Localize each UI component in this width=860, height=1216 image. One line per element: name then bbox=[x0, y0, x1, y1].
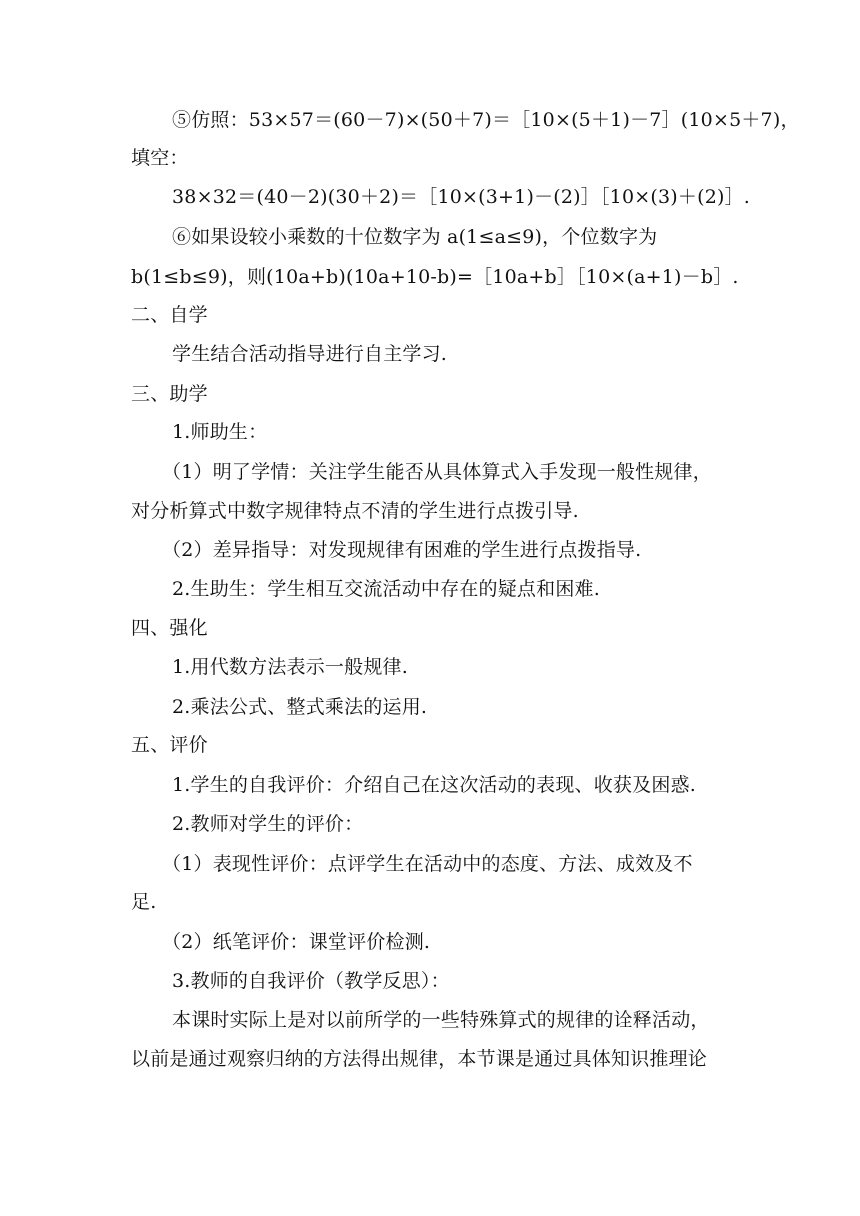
text-line-student-helps: 2.生助生：学生相互交流活动中存在的疑点和困难. bbox=[172, 578, 600, 600]
text-line-performance-eval: （1）表现性评价：点评学生在活动中的态度、方法、成效及不 bbox=[162, 853, 693, 875]
text-line-differentiated-guidance: （2）差异指导：对发现规律有困难的学生进行点拨指导. bbox=[162, 539, 642, 561]
text-line-self-study: 学生结合活动指导进行自主学习. bbox=[172, 343, 448, 365]
section-heading-self-study: 二、自学 bbox=[131, 304, 208, 326]
text-line-teacher-helps: 1.师助生： bbox=[172, 421, 268, 443]
text-line-performance-eval-cont: 足. bbox=[131, 891, 157, 913]
section-heading-assist: 三、助学 bbox=[131, 383, 208, 405]
text-line-reflection-cont: 以前是通过观察归纳的方法得出规律，本节课是通过具体知识推理论 bbox=[131, 1048, 708, 1070]
text-line-fill-blank: 填空： bbox=[131, 147, 189, 169]
text-line-fill-answer: 38×32＝(40－2)(30＋2)＝［10×(3+1)－(2)］［10×(3)＋(2)］. bbox=[172, 186, 751, 208]
text-line-algebra-method: 1.用代数方法表示一般规律. bbox=[172, 656, 408, 678]
section-heading-evaluate: 五、评价 bbox=[131, 734, 208, 756]
text-line-reflection: 本课时实际上是对以前所学的一些特殊算式的规律的诠释活动， bbox=[172, 1009, 710, 1031]
text-line-understand-situation: （1）明了学情：关注学生能否从具体算式入手发现一般性规律， bbox=[162, 461, 712, 483]
text-line-teacher-self-eval: 3.教师的自我评价（教学反思）： bbox=[172, 970, 450, 992]
text-line-paper-eval: （2）纸笔评价：课堂评价检测. bbox=[162, 931, 431, 953]
text-line-student-self-eval: 1.学生的自我评价：介绍自己在这次活动的表现、收获及困惑. bbox=[172, 774, 696, 796]
text-line-fangzhao-example: ⑤仿照：53×57＝(60－7)×(50＋7)＝［10×(5＋1)－7］(10×5＋7)， bbox=[172, 109, 800, 131]
section-heading-reinforce: 四、强化 bbox=[131, 617, 208, 639]
text-line-general-formula: b(1≤b≤9)，则(10a+b)(10a+10-b)=［10a+b］［10×(a+1)－b］. bbox=[131, 266, 739, 288]
text-line-formula-usage: 2.乘法公式、整式乘法的运用. bbox=[172, 696, 428, 718]
text-line-understand-situation-cont: 对分析算式中数字规律特点不清的学生进行点拨引导. bbox=[131, 500, 579, 522]
text-line-assume-digits: ⑥如果设较小乘数的十位数字为 a(1≤a≤9)，个位数字为 bbox=[172, 226, 658, 248]
text-line-teacher-eval: 2.教师对学生的评价： bbox=[172, 813, 364, 835]
